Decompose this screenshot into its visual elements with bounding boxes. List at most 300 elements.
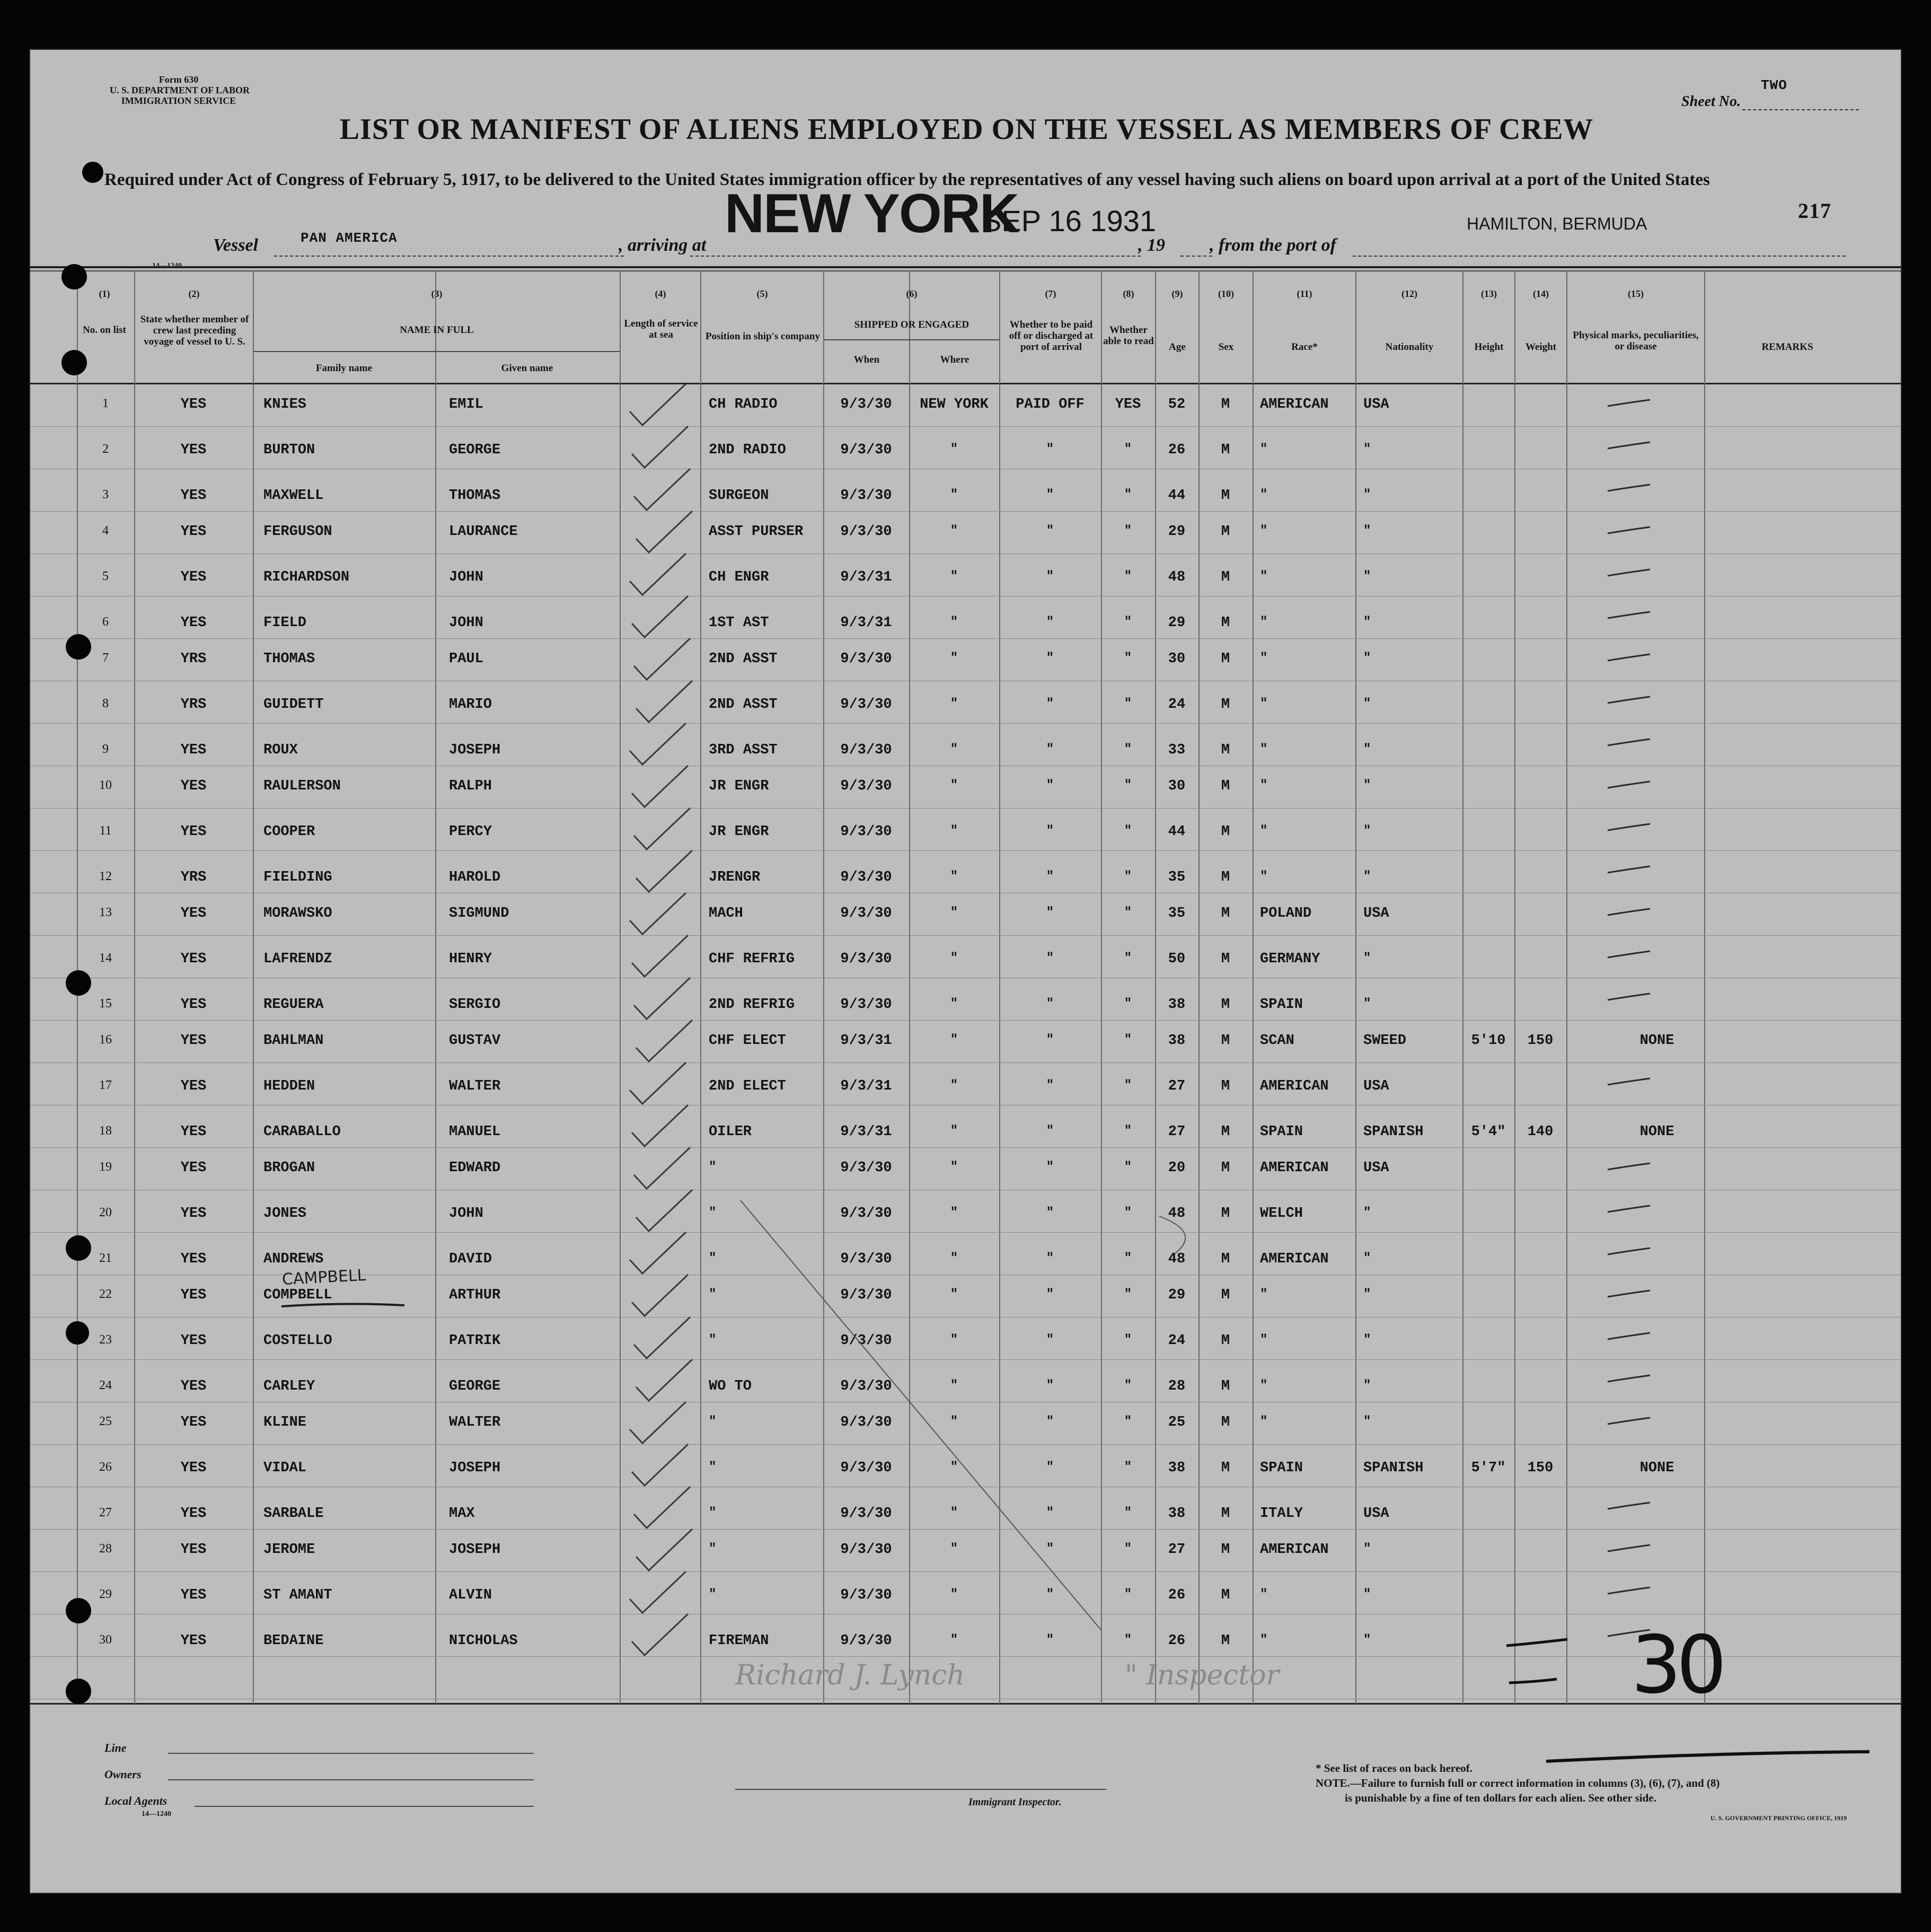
binder-hole [61,264,87,289]
dash-mark-icon [1606,1286,1653,1302]
paid-off: " [1046,1506,1054,1520]
service-name: IMMIGRATION SERVICE [121,95,236,106]
weight: 140 [1527,1124,1554,1140]
age: 44 [1168,488,1186,504]
dash-mark-icon [1606,777,1653,793]
sex: M [1221,697,1230,713]
sex: M [1221,951,1230,967]
given-name: WALTER [449,1415,501,1430]
row-rule [30,1062,1902,1063]
age: 48 [1168,1251,1186,1267]
row-number: 20 [99,1206,112,1219]
family-name: CARABALLO [263,1124,341,1140]
given-name: THOMAS [449,488,501,504]
position: 2ND ASST [709,697,778,713]
nationality: " [1363,488,1371,502]
strike-through-mark [279,1301,407,1312]
paid-off: " [1046,997,1054,1011]
shipped-where: " [950,778,958,793]
shipped-where: " [950,1333,958,1347]
col9-header: Age [1169,341,1186,353]
column-rule [1355,270,1356,1704]
family-name: ST AMANT [263,1587,332,1603]
nationality: " [1363,742,1371,757]
able-to-read: " [1124,951,1132,965]
check-mark-icon [631,1314,694,1362]
row-number: 11 [99,824,112,838]
prior-voyage: YES [180,1160,207,1176]
col3-header: NAME IN FULL [400,324,474,336]
position: CH ENGR [709,569,769,585]
year-underline [1180,256,1212,257]
row-number: 17 [99,1078,112,1092]
row-number: 29 [99,1587,112,1601]
col6-when-header: When [853,354,880,365]
height: 5'7" [1471,1460,1506,1476]
sex: M [1221,569,1230,585]
sex: M [1221,1633,1230,1649]
nationality: " [1363,870,1371,884]
penalty-note-continued: is punishable by a fine of ten dollars for each alien. See other side. [1345,1792,1656,1804]
weight: 150 [1527,1033,1554,1049]
dash-mark-icon [1606,1541,1653,1557]
arriving-label: , arriving at [619,235,707,255]
sex: M [1221,906,1230,921]
department-name: U. S. DEPARTMENT OF LABOR [110,85,250,95]
arrival-port-stamp: NEW YORK [725,183,1019,244]
binder-hole [66,1235,91,1261]
shipped-where: " [950,1078,958,1093]
col10-header: Sex [1218,341,1234,353]
physical-marks: NONE [1639,1460,1674,1476]
shipped-when: 9/3/31 [840,1078,892,1094]
position: 1ST AST [709,615,769,631]
family-name: SARBALE [263,1506,324,1522]
able-to-read: " [1124,1378,1132,1393]
header-bottom-border [30,383,1902,384]
age: 30 [1168,778,1186,794]
race: AMERICAN [1260,1542,1329,1558]
prior-voyage: YES [180,1542,207,1558]
binder-hole [66,970,91,996]
paid-off: " [1046,488,1054,502]
age: 29 [1168,1287,1186,1303]
from-port-underline [1353,256,1846,257]
shipped-where: " [950,1124,958,1138]
check-mark-icon [631,1483,694,1531]
col14-header: Weight [1525,341,1557,353]
line-underline [168,1753,534,1754]
shipped-where: NEW YORK [920,397,989,412]
able-to-read: " [1124,651,1132,665]
check-mark-icon [627,381,690,428]
shipped-where: " [950,1033,958,1047]
column-rule [1566,270,1567,1704]
nationality: SPANISH [1363,1460,1424,1476]
paid-off: " [1046,1633,1054,1647]
position: 2ND RADIO [709,442,786,458]
able-to-read: " [1124,1587,1132,1602]
column-rule [1704,270,1705,1704]
dash-mark-icon [1606,904,1653,920]
col4-number: (4) [655,288,666,299]
check-mark-icon [631,974,694,1022]
position: 2ND ASST [709,651,778,667]
age: 52 [1168,397,1186,412]
height: 5'4" [1471,1124,1506,1140]
pencil-diagonal [730,1190,1207,1667]
arrival-date-stamp: SEP 16 1931 [982,204,1157,238]
shipped-when: 9/3/30 [840,1506,892,1522]
sex: M [1221,651,1230,667]
prior-voyage: YES [180,997,207,1013]
row-number: 18 [99,1124,112,1138]
age: 26 [1168,442,1186,458]
weight: 150 [1527,1460,1554,1476]
position: JR ENGR [709,824,769,840]
age: 26 [1168,1587,1186,1603]
shipped-when: 9/3/30 [840,1333,892,1349]
prior-voyage: YRS [180,651,207,667]
prior-voyage: YES [180,951,207,967]
nationality: " [1363,1415,1371,1429]
column-rule [620,270,621,1704]
shipped-where: " [950,1587,958,1602]
sex: M [1221,442,1230,458]
check-mark-icon [633,678,696,725]
sex: M [1221,615,1230,631]
family-name: COSTELLO [263,1333,332,1349]
given-name: JOSEPH [449,1542,501,1558]
nationality: USA [1363,397,1389,412]
given-name: EMIL [449,397,483,412]
check-mark-icon [631,805,694,853]
shipped-when: 9/3/30 [840,1160,892,1176]
position: OILER [709,1124,752,1140]
given-name: PATRIK [449,1333,501,1349]
row-number: 27 [99,1506,112,1520]
check-mark-icon [633,1356,696,1404]
inspector-signature-line [735,1789,1106,1790]
shipped-where: " [950,742,958,757]
nationality: " [1363,1287,1371,1302]
col15-header: Physical marks, peculiarities, or disease [1573,330,1699,352]
race: SCAN [1260,1033,1294,1049]
sex: M [1221,824,1230,840]
family-name: BURTON [263,442,315,458]
paid-off: " [1046,1078,1054,1093]
dash-mark-icon [1606,396,1653,411]
shipped-when: 9/3/31 [840,615,892,631]
nationality: " [1363,1378,1371,1393]
shipped-where: " [950,651,958,665]
given-name: MANUEL [449,1124,501,1140]
prior-voyage: YES [180,1206,207,1222]
given-name: WALTER [449,1078,501,1094]
nationality: " [1363,997,1371,1011]
race: WELCH [1260,1206,1303,1222]
shipped-where: " [950,824,958,838]
check-mark-icon [627,890,690,937]
race: SPAIN [1260,1124,1303,1140]
paid-off: " [1046,524,1054,538]
nationality: " [1363,824,1371,838]
sex: M [1221,524,1230,540]
sex: M [1221,1506,1230,1522]
row-number: 30 [99,1633,112,1647]
paid-off: " [1046,906,1054,920]
race: AMERICAN [1260,397,1329,412]
check-mark-icon [633,1187,696,1234]
family-name: FIELDING [263,870,332,885]
race: AMERICAN [1260,1078,1329,1094]
inspector-label: Immigrant Inspector. [968,1796,1062,1808]
shipped-when: 9/3/30 [840,488,892,504]
given-name: GEORGE [449,1378,501,1394]
age: 29 [1168,615,1186,631]
able-to-read: " [1124,569,1132,584]
race: " [1260,1587,1268,1602]
position: 2ND REFRIG [709,997,795,1013]
family-name: KNIES [263,397,307,412]
prior-voyage: YES [180,1460,207,1476]
shipped-when: 9/3/30 [840,951,892,967]
family-name: HEDDEN [263,1078,315,1094]
shipped-when: 9/3/30 [840,397,892,412]
shipped-where: " [950,1506,958,1520]
dash-mark-icon [1606,989,1653,1005]
row-rule [30,638,1902,639]
shipped-when: 9/3/30 [840,651,892,667]
row-rule [30,723,1902,724]
form-code-bottom: 14—1240 [142,1810,171,1818]
binder-hole [82,162,103,183]
prior-voyage: YES [180,1333,207,1349]
col13-number: (13) [1481,288,1497,299]
prior-voyage: YES [180,1633,207,1649]
sex: M [1221,1542,1230,1558]
page-subtitle: Required under Act of Congress of February 5, 1917, to be delivered to the United States immigration officer by the representatives of any vessel having such aliens on board upon arrival at a port of the United States [104,170,1710,189]
nationality: USA [1363,1506,1389,1522]
age: 28 [1168,1378,1186,1394]
races-note: * See list of races on back hereof. [1316,1762,1473,1775]
column-rule [435,270,436,1704]
binder-hole [66,634,91,660]
prior-voyage: YES [180,1587,207,1603]
row-number: 24 [99,1378,112,1392]
shipped-where: " [950,1206,958,1220]
race: " [1260,524,1268,538]
prior-voyage: YES [180,906,207,921]
form-number: Form 630 [158,74,199,85]
row-rule [30,1147,1902,1148]
dash-mark-icon [1606,608,1653,623]
nationality: SPANISH [1363,1124,1424,1140]
prior-voyage: YES [180,1506,207,1522]
paid-off: " [1046,742,1054,757]
sex: M [1221,997,1230,1013]
col12-header: Nationality [1385,341,1434,353]
family-name: FERGUSON [263,524,332,540]
race: " [1260,1333,1268,1347]
dash-mark-icon [1606,1074,1653,1090]
col6-where-header: Where [940,354,969,365]
prior-voyage: YES [180,1287,207,1303]
row-number: 25 [99,1415,112,1428]
column-rule [253,270,254,1704]
shipped-where: " [950,906,958,920]
row-number: 7 [102,651,109,665]
given-name: GEORGE [449,442,501,458]
manifest-sheet [29,49,1902,1894]
race: SPAIN [1260,997,1303,1013]
position: " [709,1160,717,1174]
row-rule [30,850,1902,851]
nationality: " [1363,778,1371,793]
year-label: , 19 [1138,235,1165,255]
paid-off: " [1046,1460,1054,1474]
col7-header: Whether to be paid off or discharged at port of arrival [1009,319,1094,353]
row-number: 23 [99,1333,112,1347]
race: " [1260,651,1268,665]
row-number: 21 [99,1251,112,1265]
age: 27 [1168,1078,1186,1094]
dash-mark-icon [1606,1159,1653,1175]
nationality: SWEED [1363,1033,1407,1049]
race: " [1260,870,1268,884]
age: 35 [1168,870,1186,885]
sex: M [1221,1206,1230,1222]
shipped-when: 9/3/30 [840,1542,892,1558]
able-to-read: " [1124,1460,1132,1474]
dash-mark-icon [1606,1244,1653,1260]
col11-header: Race* [1291,341,1318,353]
vessel-label: Vessel [213,235,258,255]
col8-number: (8) [1123,288,1134,299]
nationality: " [1363,1251,1371,1266]
family-name: JEROME [263,1542,315,1558]
check-mark-icon [629,1102,692,1149]
shipped-when: 9/3/31 [840,1124,892,1140]
col5-header: Position in ship's company [706,331,820,342]
binder-hole [66,1598,91,1623]
family-name: ROUX [263,742,298,758]
dash-mark-icon [1606,1371,1653,1387]
paid-off: " [1046,651,1054,665]
prior-voyage: YES [180,397,207,412]
prior-voyage: YES [180,1251,207,1267]
row-number: 8 [102,697,109,710]
race: " [1260,1633,1268,1647]
family-name: BROGAN [263,1160,315,1176]
shipped-when: 9/3/30 [840,742,892,758]
position: CHF REFRIG [709,951,795,967]
row-number: 10 [99,778,112,792]
given-name: GUSTAV [449,1033,501,1049]
height: 5'10 [1471,1033,1506,1049]
shipped-where: " [950,1460,958,1474]
prior-voyage: YES [180,742,207,758]
check-mark-icon [633,1526,696,1574]
age: 35 [1168,906,1186,921]
paid-off: " [1046,615,1054,629]
position: SURGEON [709,488,769,504]
col1-header: No. on list [83,324,126,336]
paid-off: " [1046,778,1054,793]
family-name: THOMAS [263,651,315,667]
col9-number: (9) [1171,288,1183,299]
check-mark-icon [631,635,694,683]
col10-number: (10) [1218,288,1234,299]
position: " [709,1206,717,1220]
position: " [709,1542,717,1556]
prior-voyage: YES [180,524,207,540]
paid-off: " [1046,1160,1054,1174]
col3-number: (3) [431,288,443,299]
total-count-marks [1504,1593,1885,1773]
binder-hole [66,1321,89,1345]
position: " [709,1287,717,1302]
age: 25 [1168,1415,1186,1430]
age: 29 [1168,524,1186,540]
row-number: 16 [99,1033,112,1047]
row-number: 5 [102,569,109,583]
given-name: MARIO [449,697,492,713]
position: " [709,1506,717,1520]
able-to-read: " [1124,1506,1132,1520]
row-rule [30,935,1902,936]
shipped-when: 9/3/30 [840,870,892,885]
dash-mark-icon [1606,1413,1653,1429]
shipped-where: " [950,569,958,584]
shipped-when: 9/3/30 [840,1415,892,1430]
able-to-read: " [1124,1415,1132,1429]
sex: M [1221,1378,1230,1394]
family-name: FIELD [263,615,307,631]
age: 30 [1168,651,1186,667]
given-name: SERGIO [449,997,501,1013]
position: JRENGR [709,870,761,885]
nationality: " [1363,651,1371,665]
shipped-where: " [950,1415,958,1429]
age: 50 [1168,951,1186,967]
vessel-name: PAN AMERICA [301,230,398,246]
dash-mark-icon [1606,1498,1653,1514]
given-name: HENRY [449,951,492,967]
sex: M [1221,1033,1230,1049]
nationality: " [1363,1333,1371,1347]
family-name: RAULERSON [263,778,341,794]
check-mark-icon [633,508,696,556]
dash-mark-icon [1606,650,1653,666]
sex: M [1221,488,1230,504]
nationality: " [1363,615,1371,629]
row-number: 15 [99,997,112,1011]
family-name: BAHLMAN [263,1033,324,1049]
row-number: 6 [102,615,109,629]
shipped-when: 9/3/30 [840,1633,892,1649]
dash-mark-icon [1606,947,1653,963]
table-top-border-inner [30,270,1902,271]
nationality: USA [1363,1160,1389,1176]
col4-header: Length of service at sea [624,318,698,340]
binder-hole [66,1679,91,1704]
check-mark-icon [627,720,690,768]
sex: M [1221,1587,1230,1603]
row-number: 9 [102,742,109,756]
inspector-title-handwritten: " Inspector [1125,1659,1280,1691]
able-to-read: " [1124,1033,1132,1047]
